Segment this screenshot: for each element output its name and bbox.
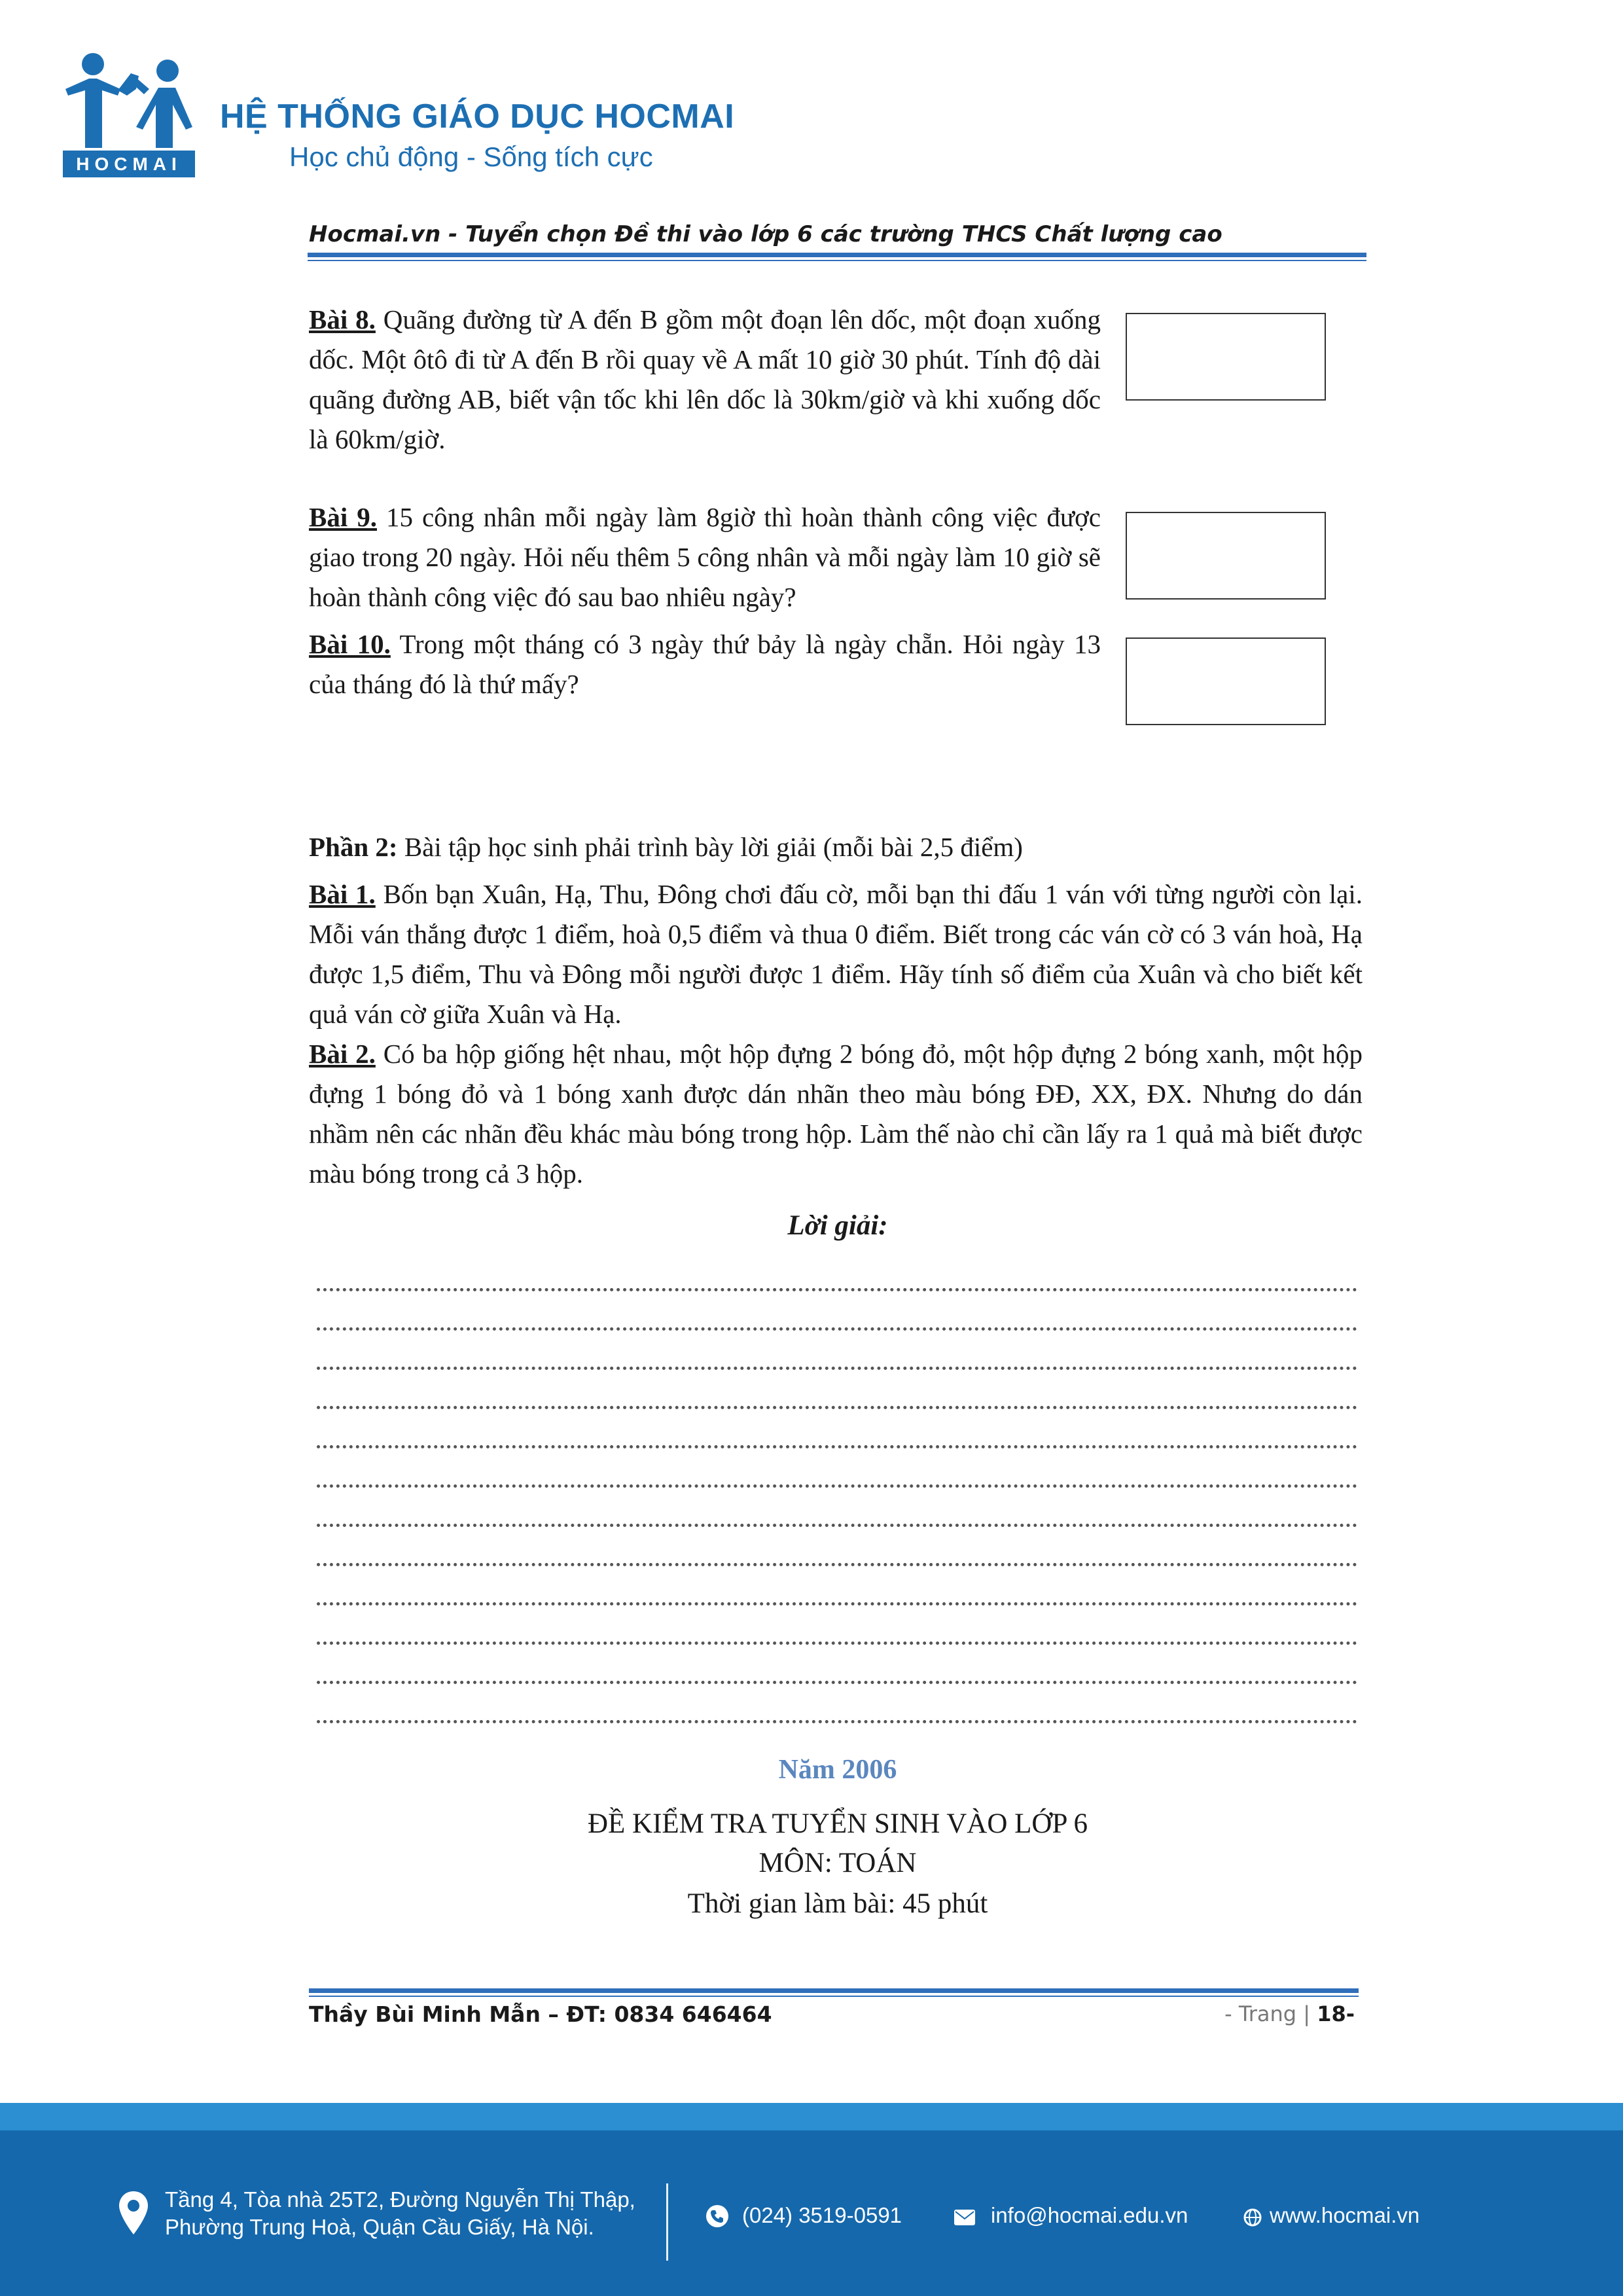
- page-number-value: 18-: [1317, 2001, 1355, 2026]
- problem-label: Bài 10.: [309, 629, 391, 659]
- globe-icon: [1243, 2208, 1262, 2227]
- location-pin-icon: [118, 2190, 149, 2236]
- header-rule-thin: [308, 260, 1366, 261]
- problem-8: [309, 300, 1101, 459]
- answer-line[interactable]: [317, 1367, 1357, 1370]
- problem-text: Trong một tháng có 3 ngày thứ bảy là ngày chẵn. Hỏi ngày 13 của tháng đó là thứ mấy?: [309, 629, 1101, 699]
- part2-text: Bài tập học sinh phải trình bày lời giải (mỗi bài 2,5 điểm): [397, 832, 1023, 862]
- problem-10: [309, 624, 1101, 704]
- answer-box-8[interactable]: [1126, 313, 1326, 401]
- part2-problem-2: [309, 1034, 1363, 1194]
- part2-label: Phần 2:: [309, 832, 398, 862]
- address-line-2: Phường Trung Hoà, Quận Cầu Giấy, Hà Nội.: [165, 2215, 594, 2239]
- answer-line[interactable]: [317, 1602, 1357, 1605]
- contact-phone[interactable]: (024) 3519-0591: [742, 2203, 902, 2227]
- contact-divider: [666, 2183, 668, 2261]
- brand-name: HỆ THỐNG GIÁO DỤC HOCMAI: [220, 98, 735, 135]
- problem-text: 15 công nhân mỗi ngày làm 8giờ thì hoàn thành công việc được giao trong 20 ngày. Hỏi nếu thêm 5 công nhân và mỗi ngày làm 10 giờ sẽ hoàn thành công việc đó sau bao nhiêu ngày?: [309, 502, 1101, 612]
- phone-icon: [705, 2204, 729, 2228]
- answer-line[interactable]: [317, 1327, 1357, 1331]
- solution-heading: Lời giải:: [787, 1210, 888, 1241]
- problem-label: Bài 2.: [309, 1039, 376, 1069]
- page-number: [1224, 2001, 1355, 2026]
- contact-band-top: [0, 2103, 1623, 2130]
- exam-title: ĐỀ KIỂM TRA TUYỂN SINH VÀO LỚP 6: [587, 1808, 1088, 1839]
- footer-rule-thin: [309, 1996, 1359, 1997]
- brand-slogan: Học chủ động - Sống tích cực: [289, 141, 653, 172]
- footer-author: Thầy Bùi Minh Mẫn – ĐT: 0834 646464: [309, 2001, 772, 2027]
- problem-text: Bốn bạn Xuân, Hạ, Thu, Đông chơi đấu cờ, mỗi bạn thi đấu 1 ván với từng người còn lại. Mỗi ván thắng được 1 điểm, hoà 0,5 điểm và thua 0 điểm. Biết trong các ván cờ có 3 ván hoà, Hạ được 1,5 điểm, Thu và Đông mỗi người được 1 điểm. Hãy tính số điểm của Xuân và cho biết kết quả ván cờ giữa Xuân và Hạ.: [309, 879, 1363, 1029]
- running-header: Hocmai.vn - Tuyển chọn Đề thi vào lớp 6 các trường THCS Chất lượng cao: [309, 221, 1222, 247]
- problem-9: [309, 497, 1101, 617]
- problem-label: Bài 9.: [309, 502, 377, 532]
- answer-line[interactable]: [317, 1484, 1357, 1488]
- mail-icon: [954, 2210, 975, 2225]
- answer-line[interactable]: [317, 1445, 1357, 1448]
- answer-line[interactable]: [317, 1406, 1357, 1409]
- answer-line[interactable]: [317, 1563, 1357, 1566]
- problem-label: Bài 8.: [309, 304, 376, 334]
- answer-line[interactable]: [317, 1288, 1357, 1291]
- contact-address: [165, 2186, 635, 2241]
- header-rule: [308, 253, 1366, 257]
- hocmai-logo: [63, 50, 195, 177]
- answer-box-10[interactable]: [1126, 637, 1326, 725]
- part2-heading: [309, 827, 1363, 867]
- answer-box-9[interactable]: [1126, 512, 1326, 600]
- exam-subject: MÔN: TOÁN: [758, 1848, 917, 1878]
- address-line-1: Tầng 4, Tòa nhà 25T2, Đường Nguyễn Thị Thập,: [165, 2187, 635, 2212]
- problem-label: Bài 1.: [309, 879, 376, 909]
- contact-website[interactable]: www.hocmai.vn: [1270, 2203, 1420, 2227]
- answer-line[interactable]: [317, 1641, 1357, 1645]
- footer-rule: [309, 1988, 1359, 1993]
- exam-year: Năm 2006: [778, 1755, 897, 1785]
- problem-text: Quãng đường từ A đến B gồm một đoạn lên dốc, một đoạn xuống dốc. Một ôtô đi từ A đến B rồi quay về A mất 10 giờ 30 phút. Tính độ dài quãng đường AB, biết vận tốc khi lên dốc là 30km/giờ và khi xuống dốc là 60km/giờ.: [309, 304, 1101, 454]
- logo-text: HOCMAI: [76, 154, 182, 174]
- exam-time: Thời gian làm bài: 45 phút: [687, 1888, 988, 1919]
- answer-line[interactable]: [317, 1720, 1357, 1723]
- answer-line[interactable]: [317, 1524, 1357, 1527]
- contact-email[interactable]: info@hocmai.edu.vn: [991, 2203, 1188, 2227]
- problem-text: Có ba hộp giống hệt nhau, một hộp đựng 2 bóng đỏ, một hộp đựng 2 bóng xanh, một hộp đựng 1 bóng đỏ và 1 bóng xanh được dán nhãn theo màu bóng ĐĐ, XX, ĐX. Nhưng do dán nhầm nên các nhãn đều khác màu bóng trong hộp. Làm thế nào chỉ cần lấy ra 1 quả mà biết được màu bóng trong cả 3 hộp.: [309, 1039, 1363, 1189]
- answer-line[interactable]: [317, 1681, 1357, 1684]
- page-prefix: - Trang |: [1224, 2001, 1317, 2026]
- part2-problem-1: [309, 874, 1363, 1034]
